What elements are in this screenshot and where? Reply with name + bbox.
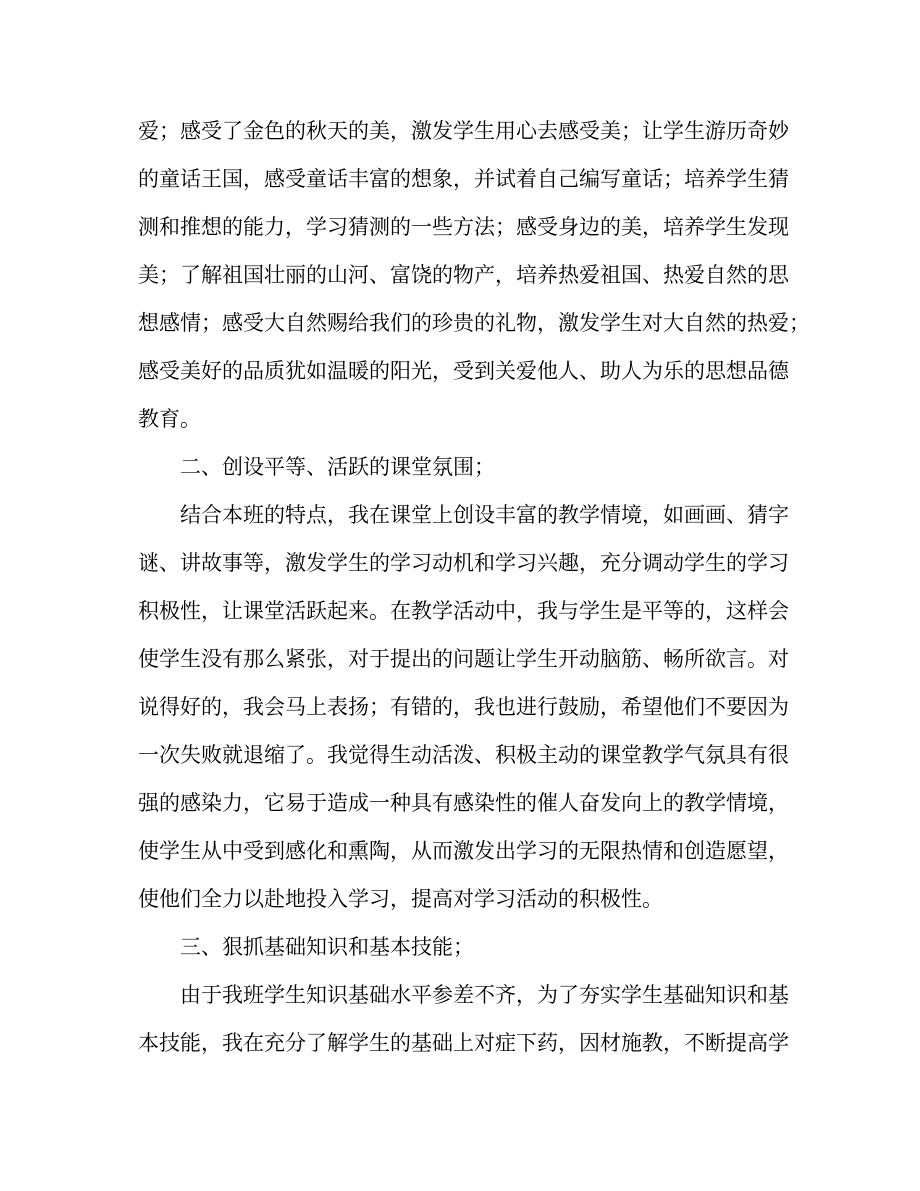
section-heading: 三、狠抓基础知识和基本技能； — [180, 935, 474, 959]
paragraph-line: 感受美好的品质犹如温暖的阳光，受到关爱他人、助人为乐的思想品德 — [138, 359, 789, 383]
paragraph-line: 结合本班的特点，我在课堂上创设丰富的教学情境，如画画、猜字 — [180, 503, 789, 527]
paragraph-line: 谜、讲故事等，激发学生的学习动机和学习兴趣，充分调动学生的学习 — [138, 551, 789, 575]
paragraph-line: 的童话王国，感受童话丰富的想象，并试着自己编写童话；培养学生猜 — [138, 167, 789, 191]
paragraph-line: 使他们全力以赴地投入学习，提高对学习活动的积极性。 — [138, 887, 663, 911]
paragraph-line: 测和推想的能力，学习猜测的一些方法；感受身边的美，培养学生发现 — [138, 215, 789, 239]
paragraph-line: 想感情；感受大自然赐给我们的珍贵的礼物，激发学生对大自然的热爱； — [138, 311, 810, 335]
paragraph-line: 说得好的，我会马上表扬；有错的，我也进行鼓励，希望他们不要因为 — [138, 695, 789, 719]
paragraph-line: 积极性，让课堂活跃起来。在教学活动中，我与学生是平等的，这样会 — [138, 599, 789, 623]
paragraph-line: 一次失败就退缩了。我觉得生动活泼、积极主动的课堂教学气氛具有很 — [138, 743, 789, 767]
paragraph-line: 美；了解祖国壮丽的山河、富饶的物产，培养热爱祖国、热爱自然的思 — [138, 263, 789, 287]
section-heading: 二、创设平等、活跃的课堂氛围； — [180, 455, 495, 479]
paragraph-line: 使学生没有那么紧张，对于提出的问题让学生开动脑筋、畅所欲言。对 — [138, 647, 789, 671]
paragraph-line: 本技能，我在充分了解学生的基础上对症下药，因材施教，不断提高学 — [138, 1031, 789, 1055]
paragraph-line: 强的感染力，它易于造成一种具有感染性的催人奋发向上的教学情境， — [138, 791, 789, 815]
paragraph-line: 使学生从中受到感化和熏陶，从而激发出学习的无限热情和创造愿望， — [138, 839, 789, 863]
paragraph-line: 爱；感受了金色的秋天的美，激发学生用心去感受美；让学生游历奇妙 — [138, 119, 789, 143]
paragraph-line: 教育。 — [138, 407, 201, 431]
paragraph-line: 由于我班学生知识基础水平参差不齐，为了夯实学生基础知识和基 — [180, 983, 789, 1007]
